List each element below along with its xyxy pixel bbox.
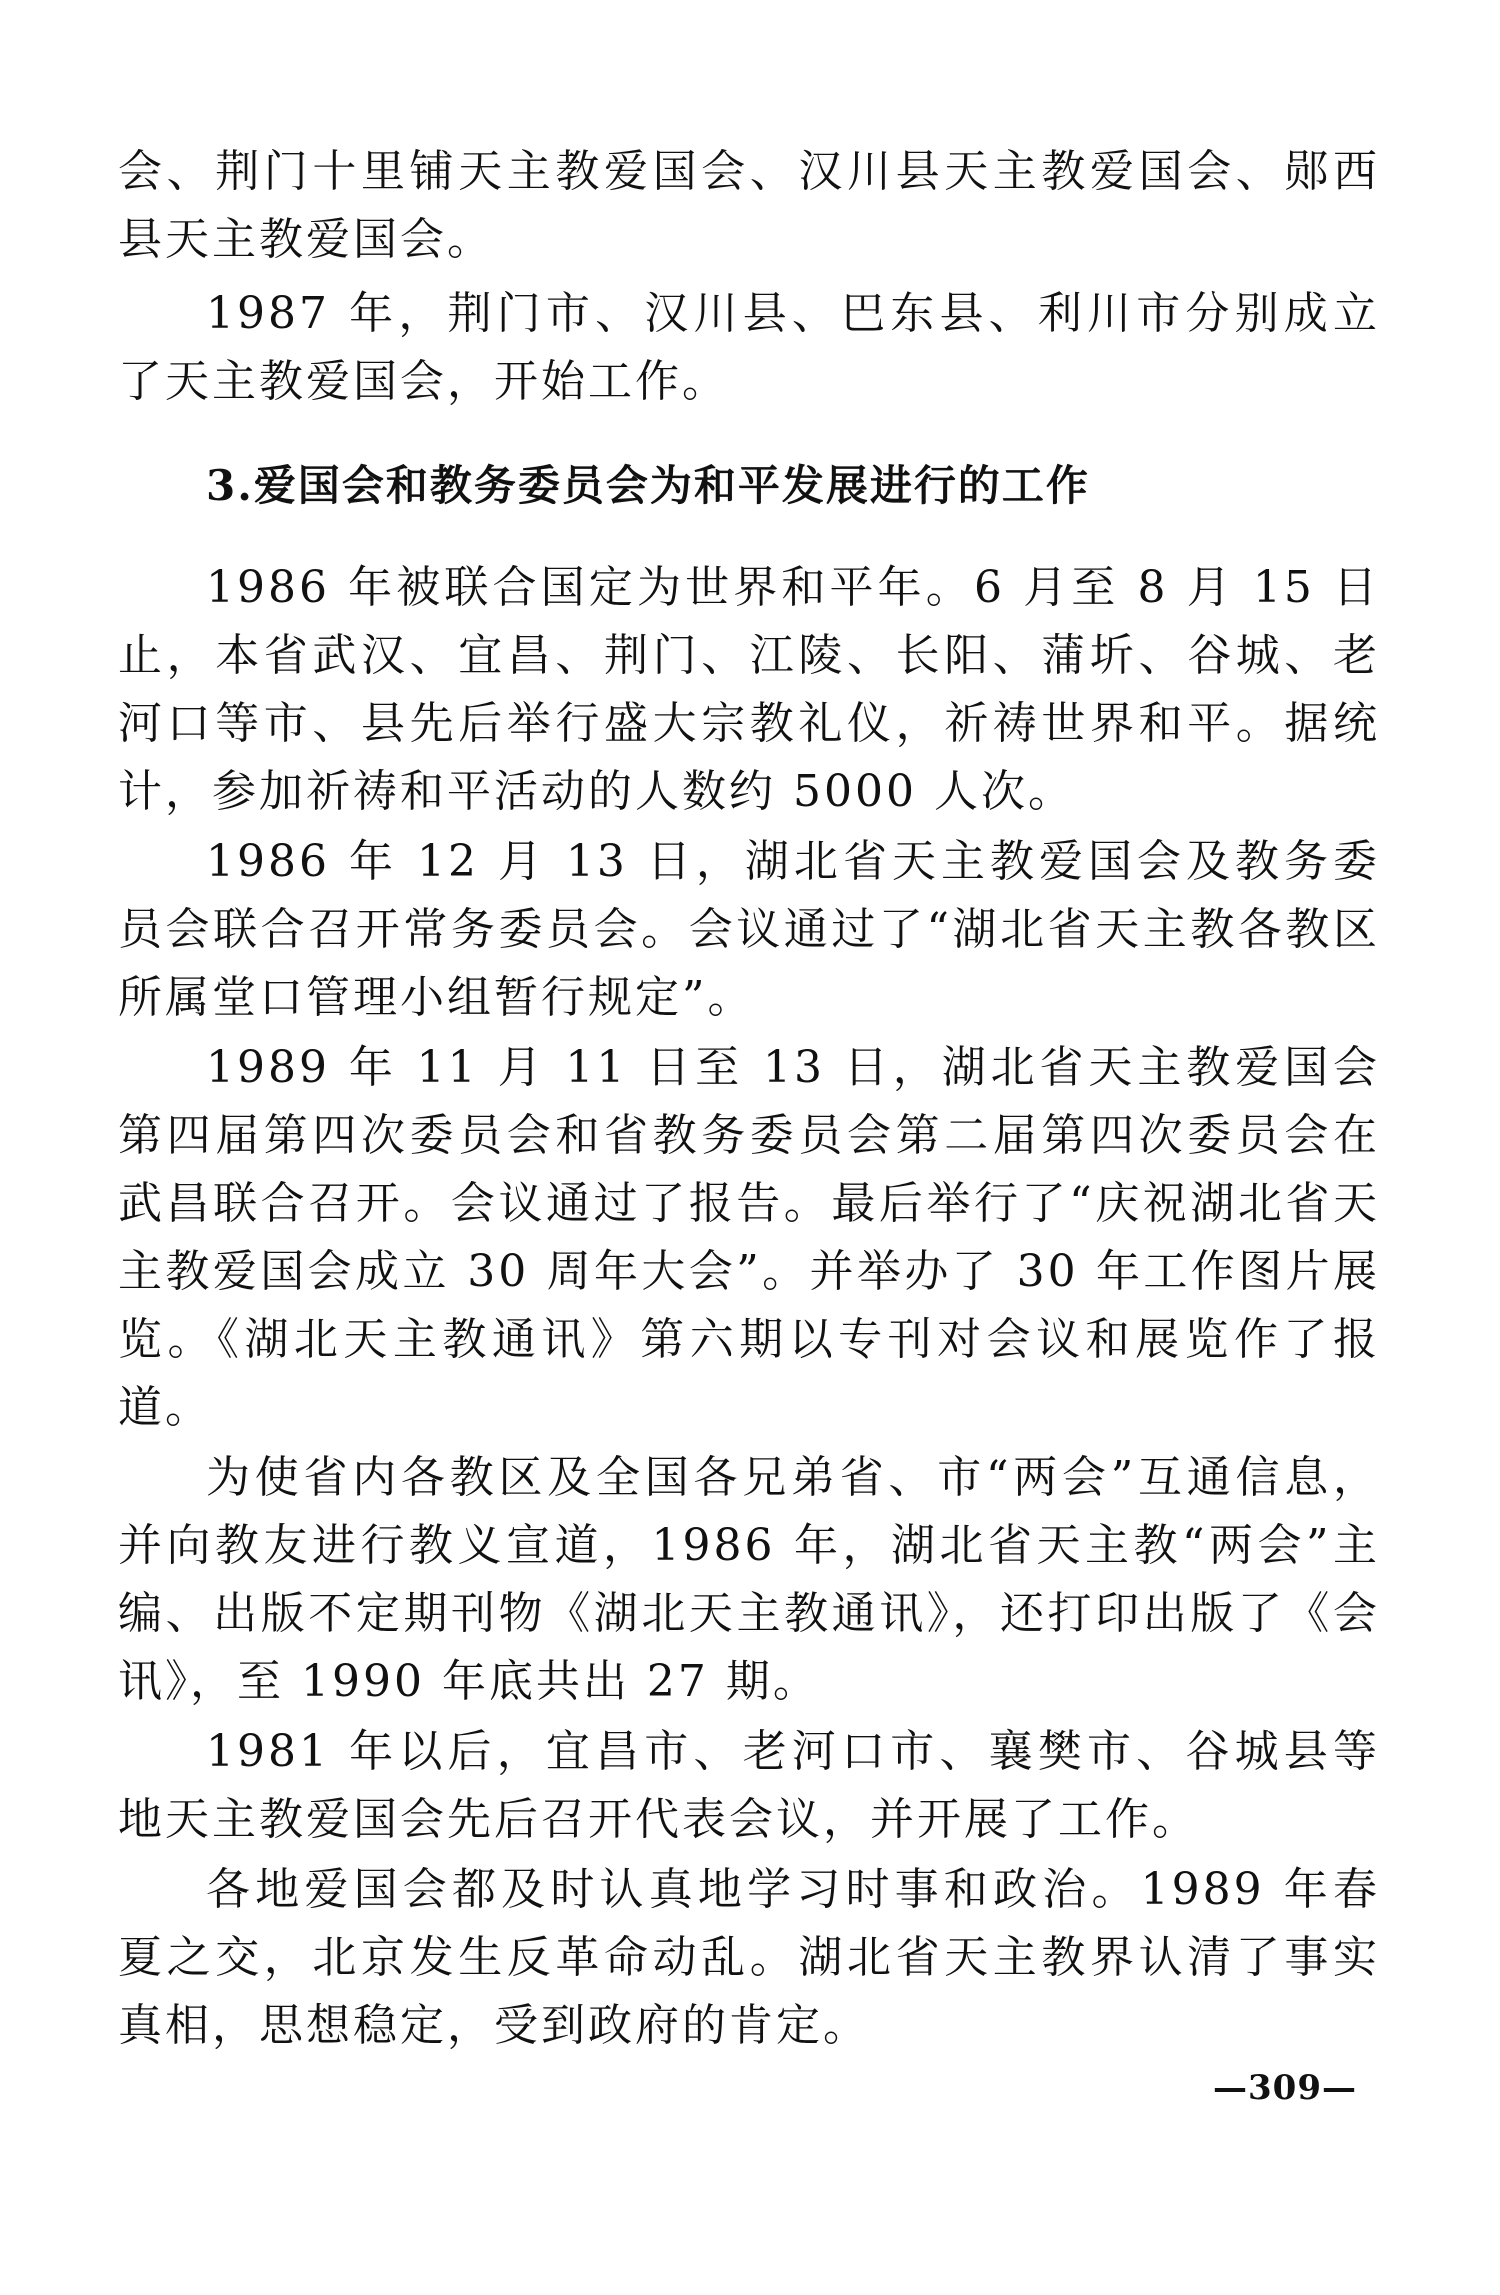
body-text xyxy=(118,138,1380,2062)
paragraph-continued: 会、荆门十里铺天主教爱国会、汉川县天主教爱国会、郧西县天主教爱国会。 xyxy=(118,146,1380,265)
paragraph-local-councils: 1981 年以后，宜昌市、老河口市、襄樊市、谷城县等地天主教爱国会先后召开代表会议，并开展了工作。 xyxy=(118,1726,1380,1845)
paragraph-political-study: 各地爱国会都及时认真地学习时事和政治。1989 年春夏之交，北京发生反革命动乱。湖北省天主教界认清了事实真相，思想稳定，受到政府的肯定。 xyxy=(118,1864,1380,2051)
paragraph-fourth-session: 1989 年 11 月 11 日至 13 日，湖北省天主教爱国会第四届第四次委员会和省教务委员会第二届第四次委员会在武昌联合召开。会议通过了报告。最后举行了“庆祝湖北省天主教爱国会成立 30 周年大会”。并举办了 30 年工作图片展览。《湖北天主教通讯》第六期以专刊对会议和展览作了报道。 xyxy=(118,1042,1380,1433)
paragraph-publications: 为使省内各教区及全国各兄弟省、市“两会”互通信息，并向教友进行教义宣道，1986 年，湖北省天主教“两会”主编、出版不定期刊物《湖北天主教通讯》，还打印出版了《会讯》，至 1990 年底共出 27 期。 xyxy=(118,1452,1380,1707)
paragraph-1987: 1987 年，荆门市、汉川县、巴东县、利川市分别成立了天主教爱国会，开始工作。 xyxy=(118,288,1380,407)
page-number: —309— xyxy=(1213,2068,1357,2108)
paragraph-standing-committee: 1986 年 12 月 13 日，湖北省天主教爱国会及教务委员会联合召开常务委员会。会议通过了“湖北省天主教各教区所属堂口管理小组暂行规定”。 xyxy=(118,836,1380,1023)
section-heading: 3.爱国会和教务委员会为和平发展进行的工作 xyxy=(206,461,1090,510)
paragraph-peace-year: 1986 年被联合国定为世界和平年。6 月至 8 月 15 日止，本省武汉、宜昌、荆门、江陵、长阳、蒲圻、谷城、老河口等市、县先后举行盛大宗教礼仪，祈祷世界和平。据统计，参加祈祷和平活动的人数约 5000 人次。 xyxy=(118,562,1380,817)
